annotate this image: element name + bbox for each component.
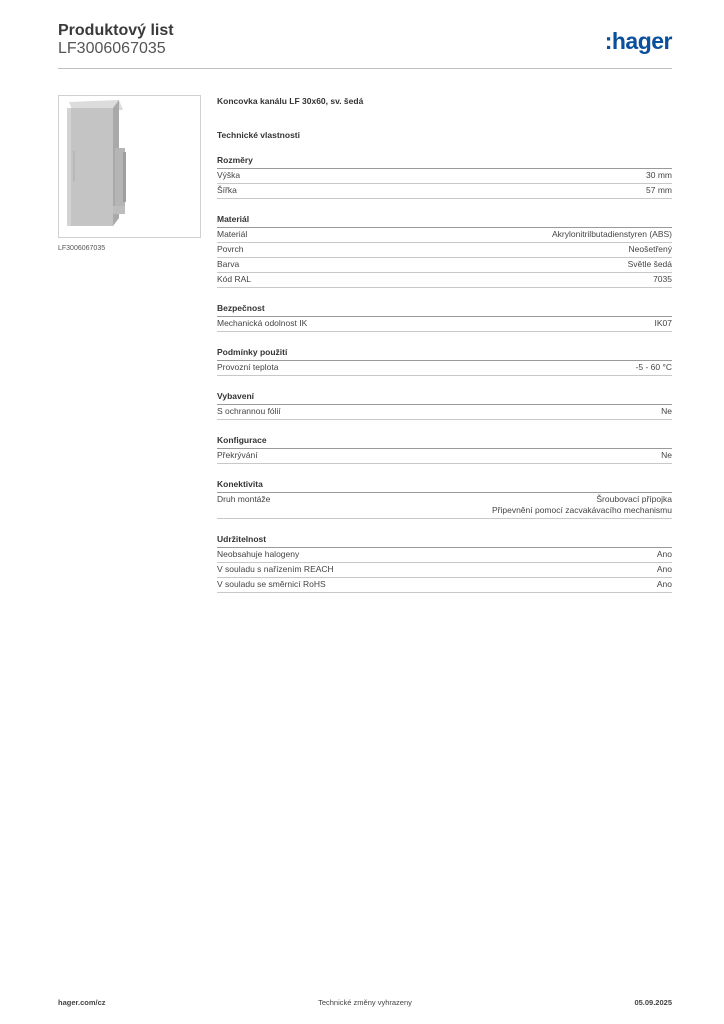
spec-value: IK07: [654, 318, 672, 328]
spec-value: 7035: [653, 274, 672, 284]
spec-row: [217, 273, 672, 288]
footer-date: 05.09.2025: [634, 998, 672, 1007]
spec-row: [217, 548, 672, 563]
page-footer: [58, 998, 672, 1010]
group-sustainability: [217, 534, 672, 593]
spec-row: [217, 405, 672, 420]
spec-value: 30 mm: [646, 170, 672, 180]
spec-row: [217, 578, 672, 593]
group-connectivity: [217, 479, 672, 519]
page-header: [58, 20, 672, 69]
hager-logo: :hager: [604, 28, 672, 54]
spec-value: Světle šedá: [627, 259, 672, 269]
spec-label: Povrch: [217, 244, 244, 254]
spec-label: Provozní teplota: [217, 362, 279, 372]
group-configuration: [217, 435, 672, 464]
group-heading: Konektivita: [217, 479, 672, 493]
spec-value: Připevnění pomocí zacvakávacího mechanismu: [491, 505, 672, 515]
image-caption: LF3006067035: [58, 245, 106, 252]
footer-website-link[interactable]: hager.com/cz: [58, 998, 106, 1007]
group-heading: Vybavení: [217, 391, 672, 405]
spec-label: Druh montáže: [217, 494, 271, 504]
group-heading: Rozměry: [217, 155, 672, 169]
group-operating-conditions: [217, 347, 672, 376]
spec-value: Ano: [656, 564, 672, 574]
spec-row: [217, 228, 672, 243]
spec-row: [217, 258, 672, 273]
spec-row: [217, 184, 672, 199]
product-image: [58, 95, 201, 238]
spec-label: Mechanická odolnost IK: [217, 318, 308, 328]
spec-row: [217, 169, 672, 184]
spec-value: Ano: [656, 549, 672, 559]
spec-value-multiline: [492, 494, 672, 516]
spec-value: Akrylonitrilbutadienstyren (ABS): [552, 229, 672, 239]
technical-properties-title: Technické vlastnosti: [217, 130, 300, 140]
spec-row: [217, 317, 672, 332]
spec-label: S ochrannou fólií: [217, 406, 281, 416]
group-safety: [217, 303, 672, 332]
spec-value: Neošetřený: [628, 244, 672, 254]
spec-value: Ne: [661, 450, 672, 460]
document-title: Produktový list: [58, 22, 174, 39]
spec-label: Šířka: [217, 185, 237, 195]
spec-row: [217, 243, 672, 258]
product-name: Koncovka kanálu LF 30x60, sv. šedá: [217, 96, 364, 106]
group-dimensions: [217, 155, 672, 199]
spec-label: Překrývání: [217, 450, 258, 460]
spec-label: Výška: [217, 170, 241, 180]
spec-row: [217, 449, 672, 464]
spec-row: [217, 563, 672, 578]
group-equipment: [217, 391, 672, 420]
product-details: [217, 95, 672, 593]
spec-label: Kód RAL: [217, 274, 252, 284]
group-heading: Konfigurace: [217, 435, 672, 449]
spec-label: Neobsahuje halogeny: [217, 549, 300, 559]
group-material: [217, 214, 672, 288]
spec-label: V souladu s nařízením REACH: [217, 564, 334, 574]
spec-label: V souladu se směrnicí RoHS: [217, 579, 326, 589]
spec-label: Barva: [217, 259, 240, 269]
spec-label: Materiál: [217, 229, 248, 239]
group-heading: Podmínky použití: [217, 347, 672, 361]
group-heading: Udržitelnost: [217, 534, 672, 548]
spec-value: 57 mm: [646, 185, 672, 195]
group-heading: Bezpečnost: [217, 303, 672, 317]
spec-row: [217, 361, 672, 376]
footer-notice: Technické změny vyhrazeny: [318, 998, 412, 1007]
spec-value: Ne: [661, 406, 672, 416]
product-number: LF3006067035: [58, 40, 166, 57]
end-cap-illustration: [59, 96, 200, 237]
group-heading: Materiál: [217, 214, 672, 228]
spec-value: Ano: [656, 579, 672, 589]
spec-value: -5 - 60 °C: [635, 362, 672, 372]
spec-row: [217, 493, 672, 519]
spec-value: Šroubovací přípojka: [596, 494, 672, 504]
